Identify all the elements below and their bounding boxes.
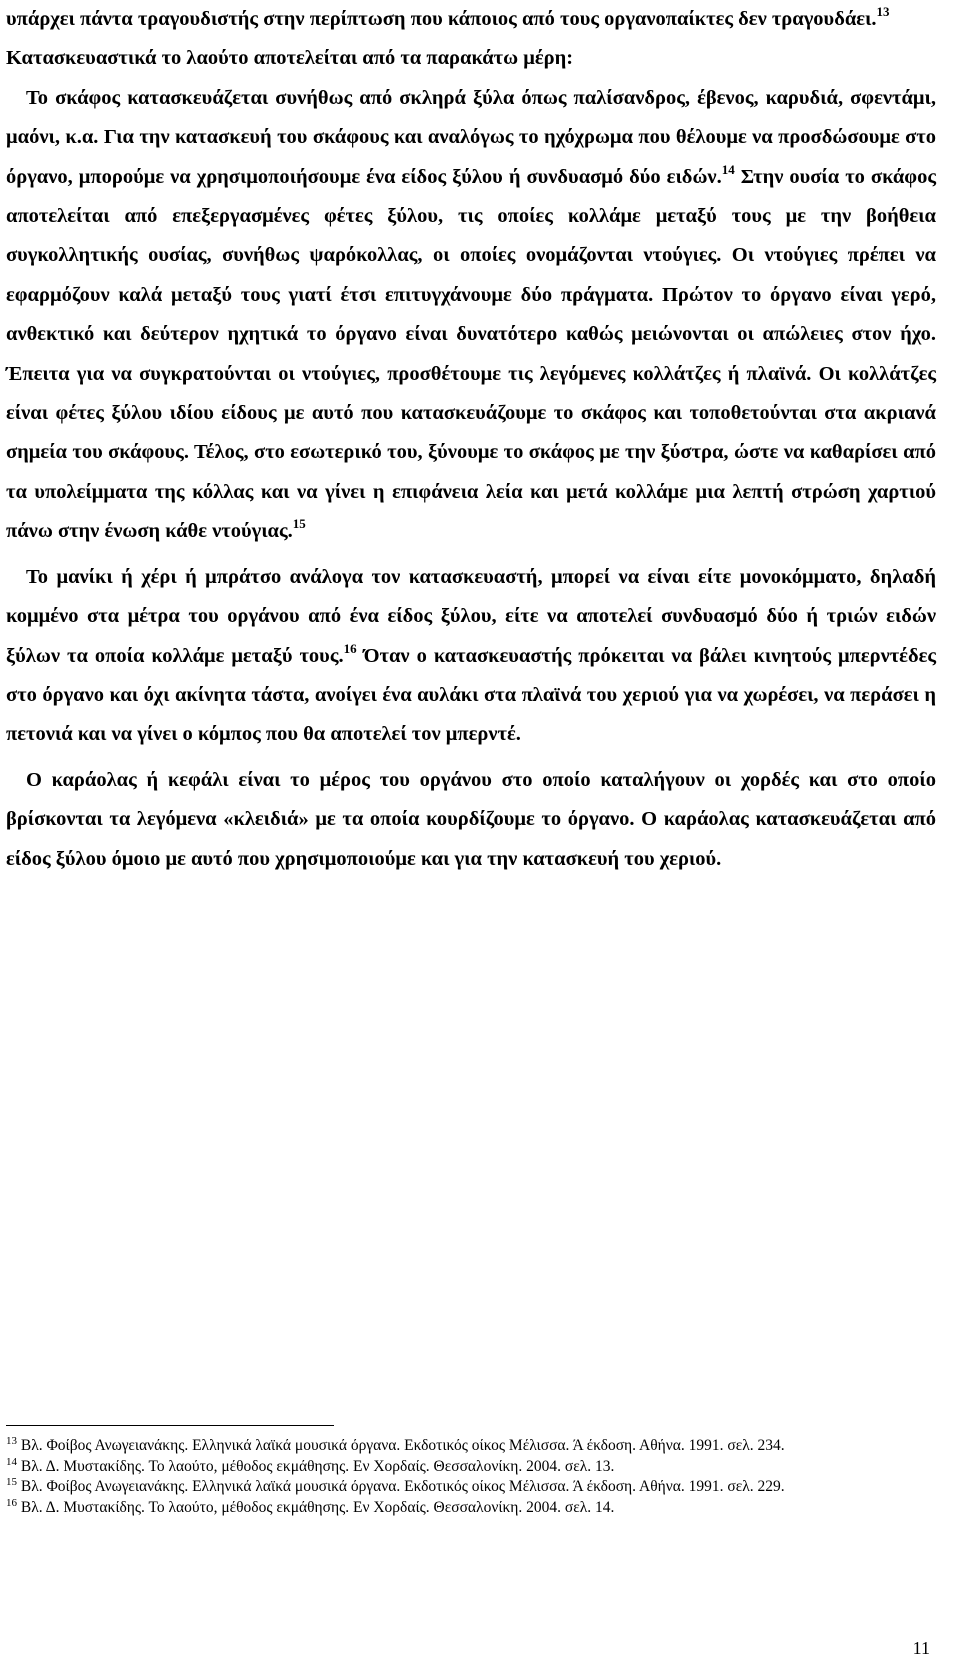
footnote-ref: 14 — [721, 161, 735, 177]
footnote-text: Βλ. Δ. Μυστακίδης. Το λαούτο, μέθοδος εκμάθησης. Εν Χορδαίς. Θεσσαλονίκη. 2004. σελ. 14. — [20, 1498, 615, 1516]
paragraph-text: Ο καράολας ή κεφάλι είναι το μέρος του οργάνου στο οποίο καταλήγουν οι χορδές και στο οποίο βρίσκονται τα λεγόμενα «κλειδιά» με τα οποία κουρδίζουμε το όργανο. Ο καράολας κατασκευάζεται από είδος ξύλου όμοιο με αυτό που χρησιμοποιούμε και για την κατασκευή του χεριού. — [6, 768, 936, 870]
paragraph-text: Το μανίκι ή χέρι ή μπράτσο ανάλογα τον κατασκευαστή, μπορεί να είναι είτε μονοκόμματο, δηλαδή κομμένο στα μέτρα του οργάνου από ένα είδος ξύλου, είτε να αποτελεί συνδυασμό δύο ή τριών ειδών ξύλων τα οποία κολλάμε μεταξύ τους. — [6, 565, 936, 667]
footnote-divider — [6, 1425, 334, 1426]
paragraph-text: Όταν ο κατασκευαστής πρόκειται να βάλει κινητούς μπερντέδες στο όργανο και όχι ακίνητα τάστα, ανοίγει ένα αυλάκι στα πλαϊνά του χεριού για να χωρέσει, να περάσει η πετονιά και να γίνει ο κόμπος που θα αποτελεί τον μπερντέ. — [6, 644, 936, 746]
paragraph-text: Κατασκευαστικά το λαούτο αποτελείται από τα παρακάτω μέρη: — [6, 47, 574, 70]
footnote-ref: 15 — [292, 516, 306, 532]
paragraph-continuation — [6, 0, 936, 39]
footnote-text: Βλ. Φοίβος Ανωγειανάκης. Ελληνικά λαϊκά μουσικά όργανα. Εκδοτικός οίκος Μέλισσα. Ά έκδοση. Αθήνα. 1991. σελ. 234. — [20, 1437, 785, 1454]
footnotes — [6, 1436, 936, 1518]
paragraph-text: Στην ουσία το σκάφος αποτελείται από επεξεργασμένες φέτες ξύλου, τις οποίες κολλάμε μεταξύ τους με την βοήθεια συγκολλητικής ουσίας, συνήθως ψαρόκολλας, οι οποίες ονομάζονται ντούγιες. Οι ντούγιες πρέπει να εφαρμόζουν καλά μεταξύ τους γιατί έτσι επιτυγχάνουμε δύο πράγματα. Πρώτον το όργανο είναι γερό, ανθεκτικό και δεύτερον ηχητικά το όργανο είναι δυνατότερο καθώς μειώνονται οι απώλειες στον ήχο. Έπειτα για να συγκρατούνται οι ντούγιες, προσθέτουμε τις λεγόμενες κολλάτζες ή πλαϊνά. Οι κολλάτζες είναι φέτες ξύλου ιδίου είδους με αυτό που κατασκευάζουμε το σκάφος και τοποθετούνται στα ακριανά σημεία του σκάφους. Τέλος, στο εσωτερικό του, ξύνουμε το σκάφος με την ξύστρα, ώστε να καθαρίσει από τα υπολείμματα της κόλλας και να γίνει η επιφάνεια λεία και μετά κολλάμε μια λεπτή στρώση χαρτιού πάνω στην ένωση κάθε ντούγιας. — [6, 165, 936, 543]
paragraph-text: υπάρχει πάντα τραγουδιστής στην περίπτωση που κάποιος από τους οργανοπαίκτες δεν τραγουδάει. — [6, 8, 877, 30]
body-text — [6, 0, 936, 879]
footnote-text: Βλ. Φοίβος Ανωγειανάκης. Ελληνικά λαϊκά μουσικά όργανα. Εκδοτικός οίκος Μέλισσα. Ά έκδοση. Αθήνα. 1991. σελ. 229. — [20, 1478, 785, 1496]
paragraph-head — [6, 761, 936, 879]
footnote — [6, 1498, 936, 1519]
footnote-number: 14 — [6, 1455, 17, 1468]
footnote — [6, 1477, 936, 1498]
footnote — [6, 1457, 936, 1478]
footnote — [6, 1436, 936, 1457]
page-number: 11 — [912, 1638, 930, 1658]
paragraph-body-construction — [6, 79, 936, 552]
footnote-ref: 13 — [876, 4, 890, 19]
footnote-number: 16 — [6, 1496, 17, 1509]
paragraph-text: Το σκάφος κατασκευάζεται συνήθως από σκληρά ξύλα όπως παλίσανδρος, έβενος, καρυδιά, σφεντάμι, μαόνι, κ.α. Για την κατασκευή του σκάφους και αναλόγως το ηχόχρωμα που θέλουμε να προσδώσουμε στο όργανο, μπορούμε να χρησιμοποιήσουμε ένα είδος ξύλου ή συνδυασμό δύο ειδών. — [6, 86, 936, 188]
footnote-ref: 16 — [343, 640, 357, 656]
footnote-number: 13 — [6, 1435, 17, 1447]
footnote-text: Βλ. Δ. Μυστακίδης. Το λαούτο, μέθοδος εκμάθησης. Εν Χορδαίς. Θεσσαλονίκη. 2004. σελ. 13. — [20, 1457, 615, 1475]
footnote-number: 15 — [6, 1476, 17, 1489]
paragraph-parts-intro — [6, 39, 936, 78]
paragraph-neck — [6, 558, 936, 755]
